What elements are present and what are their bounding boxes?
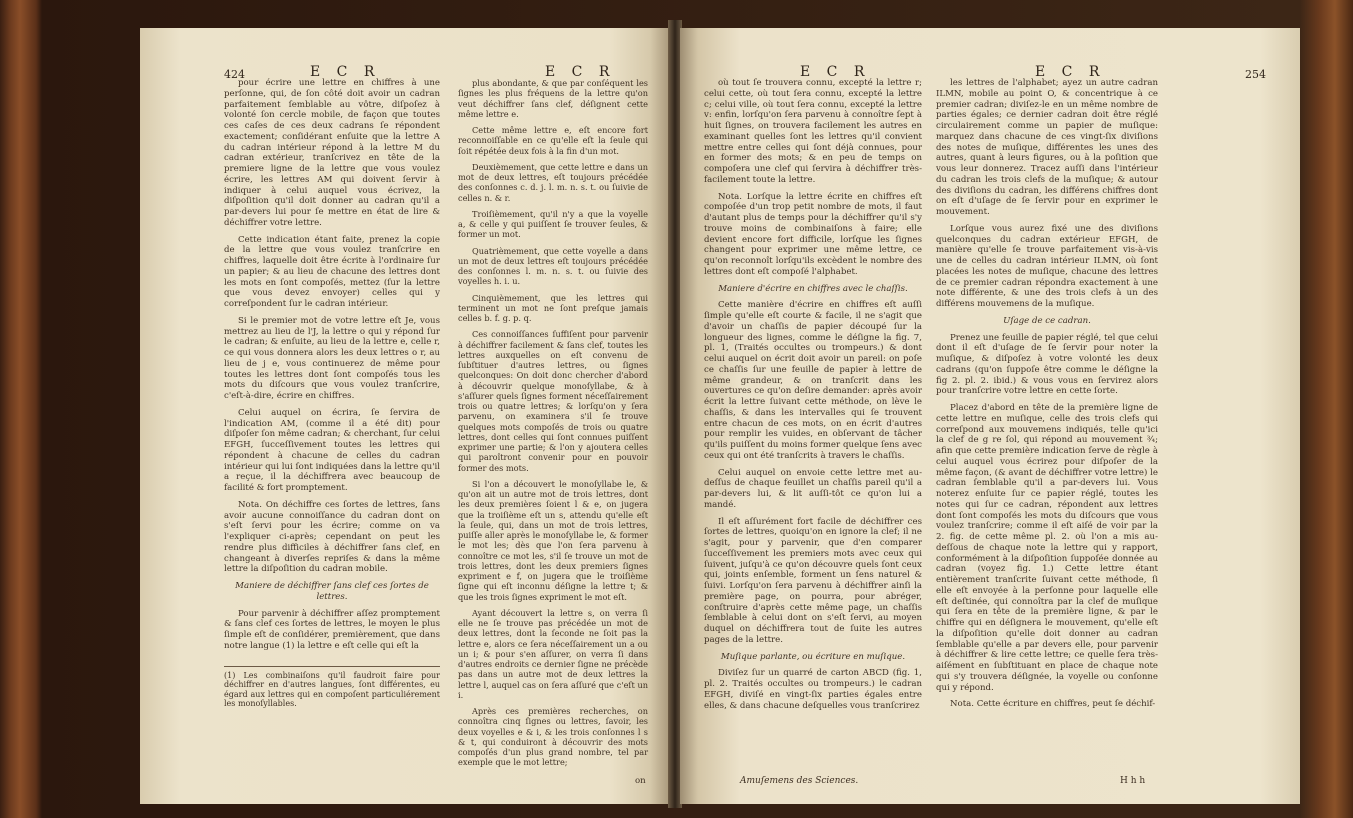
paragraph: Nota. Lorſque la lettre écrite en chiffres eſt compoſée d'un trop petit nombre de mots, il faut d'autant plus de temps pour la déchiffrer qu'il s'y trouve moins de combinaiſons à faire; elle devient encore fort difficile, lorſque les ſignes changent pour exprimer une même lettre, ce qu'on reconnoît lorſqu'ils excèdent le nombre des lettres dont eſt compoſé l'alphabet. <box>704 191 922 277</box>
paragraph: Troiſièmement, qu'il n'y a que la voyelle a, & celle y qui puiſſent ſe trouver ſeules, & former un mot. <box>458 208 648 240</box>
paragraph: Ayant découvert la lettre s, on verra ſi elle ne ſe trouve pas précédée un mot de deux lettres, dont la ſeconde ne ſoit pas la lettre e, alors ce ſera néceſſairement un a ou un i; & pour s'en aſſurer, on verra ſi dans d'autres endroits ce dernier ſigne ne précède pas dans un autre mot de deux lettres la lettre l, auquel cas on ſera aſſuré que c'eſt un i. <box>458 607 648 700</box>
catchword: on <box>635 776 646 786</box>
paragraph: Prenez une feuille de papier réglé, tel que celui dont il eſt d'uſage de ſe ſervir pour noter la muſique, & diſpoſez à votre volonté les deux cadrans (qu'on ſuppoſe être comme le déſigne la fig 2. pl. 2. ibid.) & vous vous en ſervirez alors pour tranſcrire votre lettre en cette ſorte. <box>936 332 1158 397</box>
right-running-head-2: E C R <box>1035 64 1106 80</box>
left-running-head-2: E C R <box>545 64 616 80</box>
paragraph: Cette même lettre e, eſt encore fort reconnoiſſable en ce qu'elle eſt la ſeule qui ſoit répétée deux fois à la fin d'un mot. <box>458 125 648 156</box>
paragraph: les lettres de l'alphabet; ayez un autre cadran ILMN, mobile au point O, & concentrique à ce premier cadran; diviſez-le en un même nombre de parties égales; ce dernier cadran doit être réglé circulairement comme un papier de muſique: marquez dans chacune de ces vingt-ſix diviſions des notes de muſique, différentes les unes des autres, quant à leurs figures, ou à la poſition que vous leur donnerez. Tracez auſſi dans l'intérieur du cadran les trois clefs de la muſique; & autour des diviſions du cadran, les différens chiffres dont on eſt d'uſage de ſe ſervir pour en exprimer le mouvement. <box>936 78 1158 217</box>
paragraph: pour écrire une lettre en chiffres à une perſonne, qui, de ſon côté doit avoir un cadran parfaitement ſemblable au vôtre, diſpoſez à volonté ſon cercle mobile, de façon que toutes ces caſes de ces deux cadrans ſe répondent exactement; conſidérant enſuite que la lettre A du cadran intérieur répond à la lettre M du cadran extérieur, tranſcrivez en tête de la premiere ligne de la lettre que vous voulez écrire, les lettres AM qui doivent ſervir à indiquer à celui auquel vous écrivez, la diſpoſition qu'il doit donner au cadran qu'il a par-devers lui pour ſe mettre en état de lire & déchiffrer votre lettre. <box>224 78 440 228</box>
paragraph: Ces connoiſſances ſuffiſent pour parvenir à déchiffrer facilement & ſans clef, toutes les lettres auxquelles on eſt convenu de ſubſtituer d'autres lettres, ou ſignes quelconques: On doit donc chercher d'abord à découvrir quelque monoſyllabe, & à s'aſſurer quels ſignes forment néceſſairement trois ou quatre lettres; & lorſqu'on y ſera parvenu, on examinera s'il ſe trouve quelques mots compoſés de trois ou quatre lettres, dont celles qui ſont connues puiſſent exprimer une partie; & l'on y ajoutera celles qui paroîtront convenir pour en pouvoir former des mots. <box>458 329 648 473</box>
right-column-2 <box>936 78 1158 716</box>
right-page <box>680 28 1300 804</box>
paragraph: Si le premier mot de votre lettre eſt Je, vous mettrez au lieu de l'J, la lettre o qui y répond ſur le cadran; & enſuite, au lieu de la lettre e, celle r, ce qui vous donnera alors les deux lettres o r, au lieu de j e, vous continuerez de même pour toutes les lettres dont ſont compoſés tous les mots du diſcours que vous voulez tranſcrire, c'eſt-à-dire, écrire en chiffres. <box>224 315 440 401</box>
page-signature: Amuſemens des Sciences. <box>740 776 859 786</box>
footnote: (1) Les combinaiſons qu'il faudroit faire pour déchiffrer en d'autres langues, ſont différentes, eu égard aux lettres qui en compoſent particuliérement les monoſyllables. <box>224 666 440 709</box>
left-column-2 <box>458 78 648 774</box>
paragraph: Cinquièmement, que les lettres qui terminent un mot ne ſont preſque jamais celles b. f. g. p. q. <box>458 292 648 323</box>
paragraph: Lorſque vous aurez fixé une des diviſions quelconques du cadran extérieur EFGH, de manière qu'elle ſe trouve parfaitement vis-à-vis une de celles du cadran intérieur ILMN, où ſont placées les notes de muſique, chacune des lettres de ce premier cadran répondra exactement à une note différente, & une des trois clefs à un des différens mouvemens de la muſique. <box>936 223 1158 309</box>
paragraph: Après ces premières recherches, on connoîtra cinq ſignes ou lettres, ſavoir, les deux voyelles e & i, & les trois conſonnes l s & t, qui conduiront à découvrir des mots compoſés d'un plus grand nombre, tel par exemple que le mot lettre; <box>458 706 648 768</box>
paragraph: Placez d'abord en tête de la première ligne de cette lettre en muſique, celle des trois clefs qui correſpond aux mouvemens indiqués, telle qu'ici la clef de g re ſol, qui répond au mouvement ¾; afin que cette première indication ſerve de règle à celui auquel vous écrirez pour diſpoſer de la même façon, (& avant de déchiffrer votre lettre) le cadran ſemblable qu'il a par-devers lui. Vous noterez enſuite ſur ce papier réglé, toutes les notes qui ſur ce cadran, répondent aux lettres dont ſont compoſés les mots du diſcours que vous voulez tranſcrire; comme il eſt aiſé de voir par la 2. fig. de cette même pl. 2. où l'on a mis au-deſſous de chaque note la lettre qui y rapport, conformément à la diſpoſition ſuppoſée donnée au cadran (voyez fig. 1.) Cette lettre étant entièrement tranſcrite ſuivant cette méthode, ſi elle eſt envoyée à la perſonne pour laquelle elle eſt deſtinée, qui connoîtra par la clef de muſique qui ſera en tête de la première ligne, & par le chiffre qui en déſignera le mouvement, qu'elle eſt la diſpoſition qu'elle doit donner au cadran ſemblable qu'elle a par devers elle, pour parvenir à déchiffrer & lire cette lettre; ce quelle ſera très-aiſément en ſubſtituant en place de chaque note qui s'y trouvera déſignée, la voyelle ou conſonne qui y répond. <box>936 403 1158 693</box>
left-running-head: E C R <box>310 64 381 80</box>
section-heading: Maniere d'écrire en chiffres avec le chaſſis. <box>718 283 908 294</box>
paragraph: Nota. On déchiffre ces ſortes de lettres, ſans avoir aucune connoiſſance du cadran dont on s'eſt ſervi pour les écrire; comme on va l'expliquer ci-après; cependant on peut les rendre plus difficiles à déchiffrer ſans clef, en changeant à diverſes repriſes & dans la même lettre la diſpoſition du cadran mobile. <box>224 499 440 575</box>
right-column-1 <box>704 78 922 717</box>
paragraph: Nota. Cette écriture en chiffres, peut ſe déchif- <box>950 699 1156 710</box>
paragraph: Diviſez ſur un quarré de carton ABCD (fig. 1, pl. 2. Traités occultes ou trompeurs.) le cadran EFGH, diviſé en vingt-ſix parties égales entre elles, & dans chacune deſquelles vous tranſcrirez <box>704 668 922 711</box>
right-running-head: E C R <box>800 64 871 80</box>
section-heading: Uſage de ce cadran. <box>1003 315 1091 326</box>
paragraph: Quatrièmement, que cette voyelle a dans un mot de deux lettres eſt toujours précédée des conſonnes l. m. n. s. t. ou ſuivie des voyelles h. i. u. <box>458 245 648 287</box>
gathering-signature: H h h <box>1120 776 1146 786</box>
section-heading: Maniere de déchiffrer ſans clef ces ſortes de lettres. <box>235 581 429 602</box>
paragraph: Deuxièmement, que cette lettre e dans un mot de deux lettres, eſt toujours précédée des conſonnes c. d. j. l. m. n. s. t. ou ſuivie de celles n. & r. <box>458 161 648 203</box>
paragraph: où tout ſe trouvera connu, excepté la lettre r; celui cette, où tout ſera connu, excepté la lettre c; celui ville, où tout ſera connu, excepté la lettre v: enfin, lorſqu'on ſera parvenu à connoître ſept à huit ſignes, on trouvera facilement les autres en examinant quelles ſont les lettres qu'il convient mettre entre celles qui ſont déjà connues, pour en former des mots; & en peu de temps on compoſera une clef qui ſervira à déchiffrer très-facilement toute la lettre. <box>704 78 922 185</box>
right-page-number: 254 <box>1245 68 1266 81</box>
section-heading: Muſique parlante, ou écriture en muſique. <box>720 651 906 662</box>
left-page <box>140 28 670 804</box>
left-column-1 <box>224 78 440 709</box>
paragraph: Celui auquel on envoie cette lettre met au-deſſus de chaque feuillet un chaſſis pareil qu'il a par-devers lui, & lit auſſi-tôt ce qu'on lui a mandé. <box>704 467 922 510</box>
left-page-number: 424 <box>224 68 245 81</box>
paragraph: Pour parvenir à déchiffrer aſſez promptement & ſans clef ces ſortes de lettres, le moyen le plus ſimple eſt de conſidérer, premièrement, que dans notre langue (1) la lettre e eſt celle qui eſt la <box>224 608 440 651</box>
paragraph: Si l'on a découvert le monoſyllabe le, & qu'on ait un autre mot de trois lettres, dont les deux premières ſoient l & e, on jugera que la troiſième eſt un s, attendu qu'elle eſt la ſeule, qui, dans un mot de trois lettres, puiſſe aller après le monoſyllabe le, & former le mot les; dès que l'on ſera parvenu à connoître ce mot les, s'il ſe trouve un mot de trois lettres, dont les deux premiers ſignes expriment e f, on jugera que le troiſième ſigne qui eſt inconnu déſigne la lettre t; & que les trois ſignes expriment le mot eſt. <box>458 478 648 602</box>
paragraph: Celui auquel on écrira, ſe ſervira de l'indication AM, (comme il a été dit) pour diſpoſer ſon même cadran; & cherchant, ſur celui EFGH, ſucceſſivement toutes les lettres qui répondent à chacune de celles du cadran intérieur qui lui ſont indiquées dans la lettre qu'il a reçue, il la déchiffrera avec beaucoup de facilité & fort promptement. <box>224 407 440 493</box>
paragraph: Cette indication étant faite, prenez la copie de la lettre que vous voulez tranſcrire en chiffres, laquelle doit être écrite à l'ordinaire ſur un papier; & au lieu de chacune des lettres dont les mots en ſont compoſés, mettez (ſur la lettre que vous devez envoyer) celles qui y correſpondent ſur le cadran intérieur. <box>224 234 440 309</box>
paragraph: plus abondante, & que par conſéquent les ſignes les plus fréquens de la lettre qu'on veut déchiffrer ſans clef, déſignent cette même lettre e. <box>458 78 648 119</box>
paragraph: Il eſt aſſurément fort facile de déchiffrer ces ſortes de lettres, quoiqu'on en ignore la clef; il ne s'agit, pour y parvenir, que d'en comparer ſucceſſivement les premiers mots avec ceux qui ſuivent, juſqu'à ce qu'on découvre quels ſont ceux qui, joints enſemble, forment un ſens naturel & ſuivi. Lorſqu'on ſera parvenu à déchiffrer ainſi la première page, on pourra, pour abréger, conſtruire d'après cette même page, un chaſſis ſemblable à celui dont on s'eſt ſervi, au moyen duquel on déchiffrera tout de ſuite les autres pages de la lettre. <box>704 516 922 645</box>
paragraph: Cette manière d'écrire en chiffres eſt auſſi ſimple qu'elle eſt courte & facile, il ne s'agit que d'avoir un chaſſis de papier découpé ſur la longueur des lignes, comme le déſigne la fig. 7, pl. 1, (Traités occultes ou trompeurs.) & dont celui auquel on écrit doit avoir un pareil: on poſe ce chaſſis ſur une feuille de papier à lettre de même grandeur, & on tranſcrit dans les ouvertures ce qu'on deſire demander: après avoir écrit la lettre ſuivant cette méthode, on lève le chaſſis, & dans les intervalles qui ſe trouvent entre chacun de ces mots, on en écrit d'autres pour remplir les vuides, en obſervant de tâcher qu'ils puiſſent du moins former quelque ſens avec ceux qui ont été tranſcrits à travers le chaſſis. <box>704 300 922 461</box>
